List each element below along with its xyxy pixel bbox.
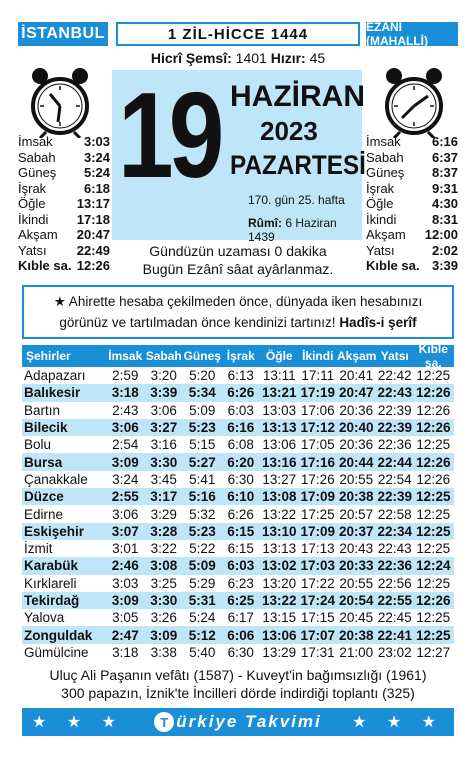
table-row [22, 626, 454, 643]
right-prayer-times [366, 134, 458, 274]
time-row [366, 196, 458, 212]
year: 2023 [260, 116, 318, 146]
time-cell: 3:08 [150, 558, 178, 574]
time-cell: 20:44 [338, 454, 374, 470]
time-cell: 13:21 [261, 385, 297, 401]
time-cell: 17:12 [300, 420, 336, 436]
time-cell: 3:16 [150, 437, 177, 453]
time-value: 6:37 [431, 149, 458, 165]
time-value: 2:02 [431, 242, 458, 258]
time-cell: 3:18 [112, 644, 139, 660]
time-cell: 5:23 [188, 420, 216, 436]
footer-lines [22, 666, 454, 702]
day-number: 19 [118, 67, 220, 203]
time-cell: 5:09 [189, 402, 216, 418]
time-row [18, 227, 110, 243]
date-block [112, 67, 366, 244]
time-value: 6:18 [83, 180, 110, 196]
time-cell: 22:39 [377, 420, 413, 436]
time-cell: 3:03 [112, 575, 139, 591]
table-row [22, 592, 454, 609]
time-value: 8:37 [431, 165, 458, 180]
time-row [18, 243, 110, 259]
time-cell: 17:31 [300, 644, 335, 660]
time-value: 3:24 [83, 149, 110, 165]
time-name: İkindi [18, 211, 49, 227]
shemsi-line [120, 50, 356, 66]
time-value: 17:18 [76, 211, 110, 227]
table-row [22, 384, 454, 401]
time-row [366, 165, 458, 181]
table-row [22, 644, 454, 661]
time-cell: 13:29 [262, 644, 297, 660]
day-info: 170. gün 25. hafta [248, 193, 345, 207]
hijri-date: 1 ZİL-HİCCE 1444 [116, 22, 360, 46]
table-row [22, 419, 454, 436]
footer-bar [22, 708, 454, 736]
time-value: 6:16 [431, 134, 458, 149]
time-cell: 20:47 [338, 385, 374, 401]
time-cell: 12:25 [416, 575, 451, 591]
time-cell: 5:20 [189, 368, 216, 384]
time-cell: 13:03 [262, 402, 297, 418]
time-cell: 3:01 [112, 541, 139, 557]
city-name: Bilecik [24, 420, 68, 436]
hizir-label: Hızır: [270, 50, 306, 66]
time-cell: 5:16 [188, 489, 216, 505]
time-cell: 5:34 [188, 385, 216, 401]
hadis-source: Hadîs-i şerîf [339, 315, 417, 330]
time-cell: 22:36 [377, 437, 412, 453]
time-name: İkindi [366, 211, 397, 227]
time-cell: 22:43 [377, 385, 413, 401]
time-cell: 6:17 [227, 610, 254, 626]
time-cell: 13:13 [262, 541, 297, 557]
star-icon: ★ ★ ★ [352, 714, 444, 731]
time-cell: 2:54 [112, 437, 139, 453]
time-cell: 13:27 [262, 471, 297, 487]
time-cell: 3:24 [112, 471, 139, 487]
time-cell: 22:39 [377, 489, 413, 505]
time-name: Öğle [18, 196, 46, 211]
hadis-box [22, 285, 454, 339]
time-cell: 22:39 [377, 402, 412, 418]
city-name: Düzce [24, 489, 64, 505]
time-cell: 20:57 [339, 506, 374, 522]
shemsi-value: 1401 [235, 50, 267, 66]
time-cell: 3:28 [150, 523, 178, 539]
time-cell: 3:38 [150, 644, 177, 660]
time-value: 3:03 [83, 134, 110, 149]
time-value: 5:24 [83, 165, 110, 180]
city-name: Eskişehir [24, 523, 85, 539]
time-cell: 20:45 [339, 610, 374, 626]
time-cell: 22:42 [377, 368, 412, 384]
footer-line: Uluç Ali Paşanın vefâtı (1587) - Kuveyt'in bağımsızlığı (1961) [49, 667, 427, 683]
time-cell: 17:06 [300, 402, 335, 418]
time-cell: 22:43 [377, 541, 412, 557]
city-name: Adapazarı [24, 368, 86, 384]
table-row [22, 367, 454, 384]
city-name: Bursa [24, 454, 63, 470]
table-row [22, 575, 454, 592]
weekday: PAZARTESİ [230, 150, 366, 180]
time-cell: 3:30 [150, 593, 178, 608]
time-cell: 17:24 [300, 593, 336, 608]
time-cell: 13:10 [261, 523, 297, 539]
time-cell: 17:13 [300, 541, 335, 557]
time-cell: 20:38 [338, 489, 374, 505]
time-cell: 20:41 [339, 368, 374, 384]
time-cell: 17:16 [300, 454, 336, 470]
column-header: İkindi [302, 349, 334, 363]
time-value: 22:49 [76, 242, 110, 258]
time-cell: 5:41 [189, 471, 216, 487]
time-cell: 17:22 [300, 575, 335, 591]
time-cell: 3:09 [150, 627, 178, 643]
time-cell: 17:15 [300, 610, 335, 626]
time-cell: 12:26 [416, 402, 451, 418]
time-cell: 3:07 [111, 523, 139, 539]
city-name: Bartın [24, 402, 61, 418]
time-cell: 3:30 [150, 454, 178, 470]
time-cell: 3:05 [112, 610, 139, 626]
time-row [18, 165, 110, 181]
time-row [18, 181, 110, 197]
time-cell: 13:16 [261, 454, 297, 470]
city-name: Balıkesir [24, 385, 81, 401]
column-header: Yatsı [380, 349, 409, 363]
time-cell: 22:34 [377, 523, 413, 539]
time-value: 12:26 [76, 258, 110, 273]
table-body [22, 367, 454, 661]
time-cell: 13:13 [261, 420, 297, 436]
time-cell: 12:26 [415, 420, 451, 436]
time-cell: 6:15 [227, 523, 255, 539]
time-name: İşrak [366, 180, 395, 196]
time-cell: 13:06 [261, 627, 297, 643]
time-cell: 6:08 [227, 437, 254, 453]
time-cell: 17:19 [300, 385, 336, 401]
time-cell: 13:02 [261, 558, 297, 574]
time-cell: 6:16 [227, 420, 255, 436]
time-cell: 5:31 [188, 593, 216, 608]
time-value: 8:31 [431, 211, 458, 227]
time-cell: 6:25 [227, 593, 255, 608]
hadis-line: ★ Ahirette hesaba çekilmeden önce, dünyada iken hesabınızı [53, 294, 423, 309]
table-row [22, 505, 454, 522]
star-icon: ★ ★ ★ [32, 714, 124, 731]
time-cell: 20:37 [338, 523, 374, 539]
time-cell: 12:25 [416, 610, 451, 626]
time-cell: 5:27 [188, 454, 216, 470]
time-cell: 3:06 [111, 420, 139, 436]
brand-name: ürkiye Takvimi [176, 712, 322, 731]
top-row [18, 22, 458, 46]
time-cell: 2:46 [111, 558, 139, 574]
time-cell: 2:47 [111, 627, 139, 643]
time-cell: 3:06 [150, 402, 177, 418]
time-cell: 3:09 [111, 454, 139, 470]
time-cell: 6:23 [227, 575, 254, 591]
time-cell: 17:09 [300, 489, 336, 505]
time-cell: 6:03 [227, 558, 255, 574]
time-cell: 17:25 [300, 506, 335, 522]
time-cell: 5:24 [189, 610, 216, 626]
table-header [22, 342, 454, 370]
time-row [366, 243, 458, 259]
time-cell: 3:17 [150, 489, 178, 505]
time-name: Sabah [366, 149, 404, 165]
time-row [18, 150, 110, 166]
city-name: Kırklareli [24, 575, 77, 591]
city-name: Edirne [24, 506, 64, 522]
time-cell: 12:25 [416, 437, 451, 453]
time-cell: 17:03 [300, 558, 336, 574]
city-name: Çanakkale [24, 471, 88, 487]
time-name: Güneş [18, 165, 57, 180]
time-row [18, 212, 110, 228]
table-row [22, 488, 454, 505]
time-cell: 12:25 [415, 627, 451, 643]
column-header: Sabah [145, 349, 182, 363]
time-row [366, 258, 458, 274]
time-cell: 13:06 [262, 437, 297, 453]
city-name: Gümülcine [24, 644, 89, 660]
rumi-value: 6 Haziran 1439 [248, 216, 337, 244]
time-cell: 20:36 [339, 437, 374, 453]
time-cell: 22:41 [377, 627, 413, 643]
left-prayer-times [18, 134, 110, 274]
time-row [18, 196, 110, 212]
time-cell: 22:58 [377, 506, 412, 522]
time-cell: 20:55 [339, 575, 374, 591]
time-cell: 20:55 [339, 471, 374, 487]
time-cell: 13:20 [262, 575, 297, 591]
time-value: 13:17 [76, 196, 110, 211]
column-header: Kıble sa. [418, 342, 448, 370]
time-cell: 5:23 [188, 523, 216, 539]
time-name: İşrak [18, 180, 47, 196]
time-cell: 22:54 [377, 471, 412, 487]
city-times-table [22, 342, 454, 661]
column-header: Güneş [183, 349, 221, 363]
time-cell: 22:36 [377, 558, 413, 574]
time-name: Yatsı [18, 242, 47, 258]
info-line: Gündüzün uzaması 0 dakika [149, 243, 327, 259]
time-value: 3:39 [431, 258, 458, 273]
time-name: Sabah [18, 149, 56, 165]
time-cell: 12:26 [416, 471, 451, 487]
brand [154, 712, 322, 732]
time-row [366, 227, 458, 243]
time-name: Güneş [366, 165, 405, 180]
month-name: HAZİRAN [230, 80, 365, 113]
time-row [366, 150, 458, 166]
time-cell: 5:15 [189, 437, 216, 453]
time-name: İmsak [366, 134, 401, 149]
time-cell: 12:25 [416, 541, 451, 557]
time-cell: 3:09 [111, 593, 139, 608]
time-cell: 12:25 [415, 523, 451, 539]
table-row [22, 436, 454, 453]
time-cell: 3:45 [150, 471, 177, 487]
time-cell: 6:15 [227, 541, 254, 557]
time-cell: 17:07 [300, 627, 336, 643]
table-row [22, 402, 454, 419]
time-value: 12:00 [424, 227, 458, 242]
time-cell: 12:25 [416, 368, 451, 384]
column-header: Akşam [337, 349, 377, 363]
time-cell: 17:09 [300, 523, 336, 539]
time-name: Akşam [366, 227, 406, 242]
time-row [366, 212, 458, 228]
city-name: Karabük [24, 558, 79, 574]
time-cell: 2:43 [112, 402, 139, 418]
time-cell: 2:59 [112, 368, 139, 384]
time-cell: 20:33 [338, 558, 374, 574]
time-cell: 3:22 [150, 541, 177, 557]
time-value: 20:47 [76, 227, 110, 242]
time-cell: 12:26 [415, 454, 451, 470]
time-cell: 5:29 [189, 575, 216, 591]
time-cell: 3:26 [150, 610, 177, 626]
rumi-label: Rûmî: [248, 216, 282, 230]
column-header: İmsak [108, 349, 143, 363]
time-row [18, 258, 110, 274]
time-name: Kıble sa. [18, 258, 72, 273]
time-cell: 3:27 [150, 420, 178, 436]
info-line: Bugün Ezânî sâat ayârlanmaz. [142, 261, 334, 277]
time-cell: 13:15 [262, 610, 297, 626]
time-cell: 6:26 [227, 385, 255, 401]
alarm-clock-icon [20, 66, 100, 138]
time-cell: 13:22 [262, 506, 297, 522]
time-cell: 12:25 [416, 506, 451, 522]
time-cell: 3:29 [150, 506, 177, 522]
time-cell: 13:22 [261, 593, 297, 608]
time-cell: 17:11 [301, 368, 335, 384]
table-row [22, 523, 454, 540]
city-name: İzmit [24, 541, 53, 557]
shemsi-label: Hicrî Şemsî: [150, 50, 232, 66]
ezani-tag: EZÂNİ (MAHALLİ) [366, 22, 458, 46]
city-name: Tekirdağ [24, 593, 80, 608]
time-cell: 12:26 [415, 385, 451, 401]
hadis-text: görünüz ve tartılmadan önce kendinizi tartınız! [59, 315, 336, 330]
time-cell: 3:39 [150, 385, 178, 401]
footer-line: 300 papazın, İznik'te İncilleri dörde indirdiği toplantı (325) [61, 685, 415, 701]
time-value: 9:31 [431, 180, 458, 196]
time-cell: 3:20 [150, 368, 177, 384]
time-cell: 6:30 [227, 471, 254, 487]
time-cell: 6:03 [227, 402, 254, 418]
city-name: Bolu [24, 437, 52, 453]
table-row [22, 471, 454, 488]
time-cell: 2:55 [111, 489, 139, 505]
time-name: Kıble sa. [366, 258, 420, 273]
time-cell: 12:26 [415, 593, 451, 608]
time-cell: 12:25 [415, 489, 451, 505]
time-cell: 17:05 [300, 437, 335, 453]
time-row [366, 181, 458, 197]
time-cell: 22:56 [377, 575, 412, 591]
column-header: Şehirler [26, 349, 71, 363]
time-cell: 17:26 [300, 471, 335, 487]
column-header: Öğle [265, 349, 293, 363]
time-cell: 13:08 [261, 489, 297, 505]
time-name: İmsak [18, 134, 53, 149]
time-row [18, 134, 110, 150]
time-cell: 22:55 [377, 593, 413, 608]
time-cell: 3:06 [112, 506, 139, 522]
time-cell: 5:40 [189, 644, 216, 660]
table-row [22, 540, 454, 557]
time-cell: 6:20 [227, 454, 255, 470]
time-cell: 6:06 [227, 627, 255, 643]
hadis-line [24, 312, 452, 333]
time-cell: 5:32 [189, 506, 216, 522]
table-row [22, 557, 454, 574]
time-cell: 3:25 [150, 575, 177, 591]
time-name: Öğle [366, 196, 394, 211]
time-cell: 6:26 [227, 506, 254, 522]
time-name: Yatsı [366, 242, 395, 258]
alarm-clock-icon [374, 66, 454, 138]
time-cell: 3:18 [111, 385, 139, 401]
column-header: İşrak [226, 349, 255, 363]
time-cell: 6:10 [227, 489, 255, 505]
city-name: Zonguldak [24, 627, 93, 643]
time-cell: 20:43 [339, 541, 374, 557]
time-name: Akşam [18, 227, 58, 242]
time-cell: 12:24 [415, 558, 451, 574]
time-cell: 20:54 [338, 593, 374, 608]
table-row [22, 609, 454, 626]
time-value: 4:30 [431, 196, 458, 211]
time-cell: 20:40 [338, 420, 374, 436]
time-cell: 5:22 [189, 541, 216, 557]
time-cell: 6:30 [227, 644, 254, 660]
brand-logo-icon: T [154, 712, 174, 732]
time-cell: 13:11 [262, 368, 296, 384]
time-cell: 5:09 [188, 558, 216, 574]
time-row [366, 134, 458, 150]
hizir-value: 45 [309, 50, 326, 66]
city-name: Yalova [24, 610, 65, 626]
time-cell: 20:38 [338, 627, 374, 643]
city-tag: İSTANBUL [18, 22, 108, 46]
time-cell: 22:45 [377, 610, 412, 626]
time-cell: 22:44 [377, 454, 413, 470]
time-cell: 21:00 [339, 644, 374, 660]
rumi-date [248, 216, 362, 244]
time-cell: 20:36 [339, 402, 374, 418]
table-row [22, 453, 454, 470]
info-lines [114, 242, 362, 278]
time-cell: 6:13 [227, 368, 254, 384]
time-cell: 23:02 [377, 644, 412, 660]
time-cell: 5:12 [188, 627, 216, 643]
time-cell: 12:27 [416, 644, 451, 660]
